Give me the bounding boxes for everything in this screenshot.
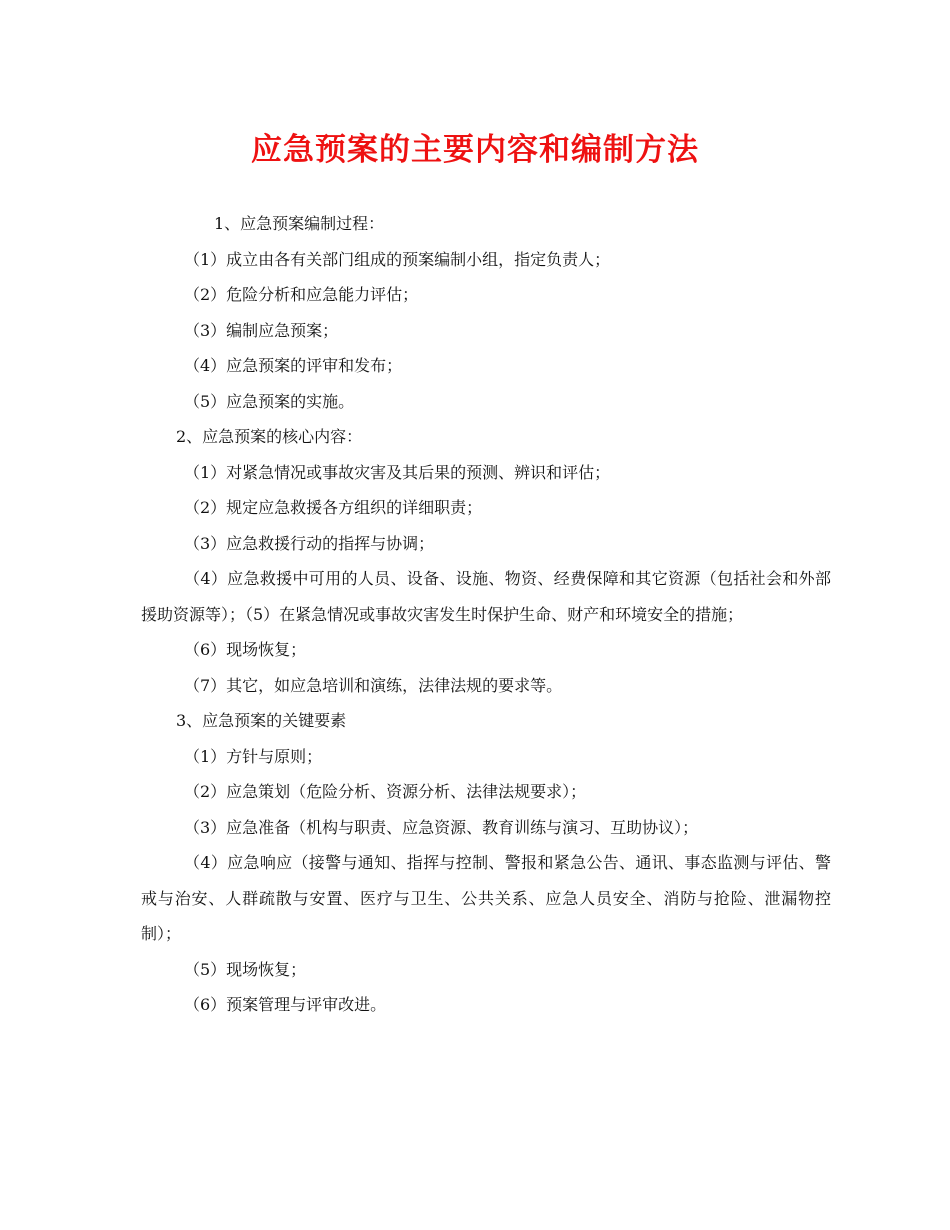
section-3-heading: 3、应急预案的关键要素 [176, 711, 347, 730]
document-title: 应急预案的主要内容和编制方法 [251, 132, 699, 168]
section-2-item-4-5: （4）应急救援中可用的人员、设备、设施、物资、经费保障和其它资源（包括社会和外部援助资源等）；（5）在紧急情况或事故灾害发生时保护生命、财产和环境安全的措施； [141, 569, 831, 624]
section-1-item-1: （1）成立由各有关部门组成的预案编制小组，指定负责人； [184, 249, 611, 269]
section-2-item-3: （3）应急救援行动的指挥与协调； [184, 533, 435, 553]
section-3-item-1: （1）方针与原则； [184, 746, 323, 766]
section-1-item-2: （2）危险分析和应急能力评估； [184, 285, 419, 304]
section-2-item-1: （1）对紧急情况或事故灾害及其后果的预测、辨识和评估； [184, 462, 611, 482]
document-body [141, 206, 831, 1023]
section-3-item-4: （4）应急响应（接警与通知、指挥与控制、警报和紧急公告、通讯、事态监测与评估、警戒与治安、人群疏散与安置、医疗与卫生、公共关系、应急人员安全、消防与抢险、泄漏物控制）； [141, 853, 831, 943]
section-2-item-7: （7）其它，如应急培训和演练，法律法规的要求等。 [184, 675, 563, 695]
section-3-item-2: （2）应急策划（危险分析、资源分析、法律法规要求）； [184, 782, 587, 801]
section-1-heading: 1、应急预案编制过程： [214, 214, 385, 233]
section-1-item-3: （3）编制应急预案； [184, 320, 339, 340]
section-3-item-5: （5）现场恢复； [184, 959, 307, 979]
section-2-heading: 2、应急预案的核心内容： [176, 427, 363, 446]
section-2-item-6: （6）现场恢复； [184, 640, 307, 659]
section-3-item-6: （6）预案管理与评审改进。 [184, 995, 387, 1014]
section-3-item-3: （3）应急准备（机构与职责、应急资源、教育训练与演习、互助协议）； [184, 817, 699, 837]
section-1-item-4: （4）应急预案的评审和发布； [184, 356, 403, 375]
section-1-item-5: （5）应急预案的实施。 [184, 391, 355, 411]
section-2-item-2: （2）规定应急救援各方组织的详细职责； [184, 498, 483, 517]
